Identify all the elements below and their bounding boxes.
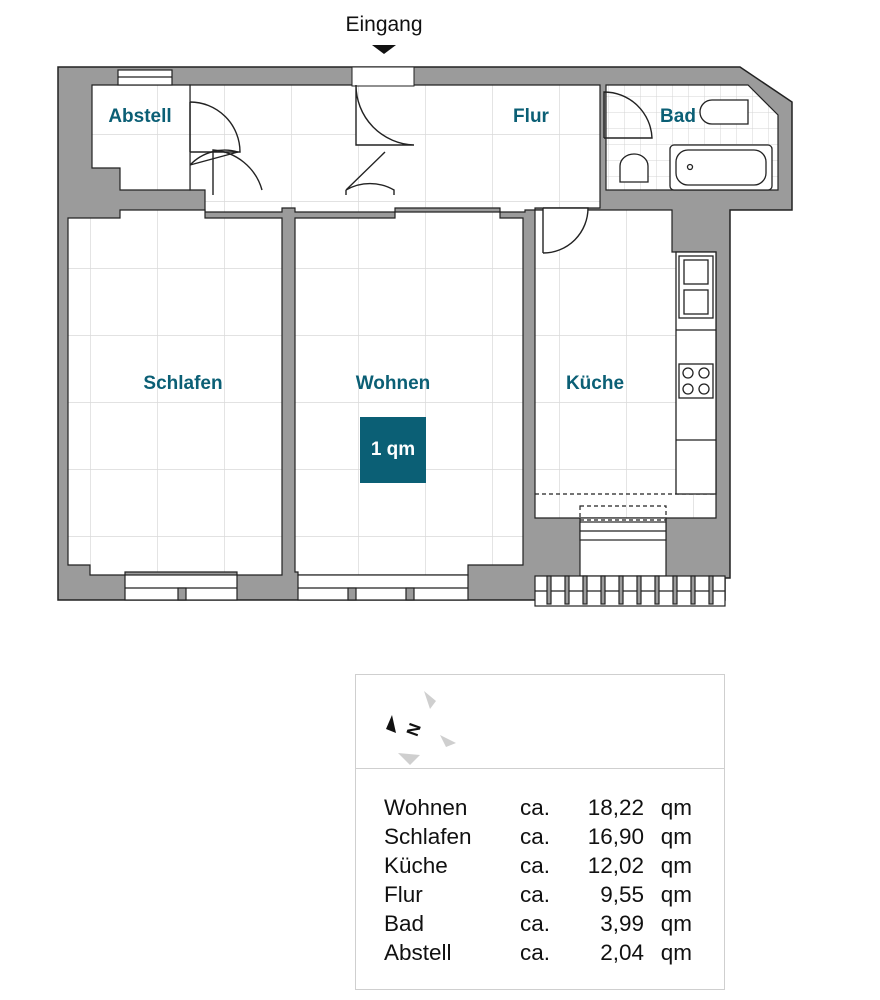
legend-divider [356,768,724,769]
area-row: Bad ca. 3,99 qm [384,911,692,936]
entrance-opening [352,67,414,86]
toilet [620,154,648,182]
scale-marker-label: 1 qm [370,439,416,460]
kitchen-counter [676,252,716,494]
room-label-kueche: Küche [565,373,625,394]
entrance-arrow [372,45,396,54]
compass-icon [376,687,456,767]
svg-text:N: N [402,720,425,739]
area-row: Küche ca. 12,02 qm [384,853,692,878]
hall-floor [190,85,600,212]
area-row: Abstell ca. 2,04 qm [384,940,692,965]
room-label-flur: Flur [513,106,549,127]
room-label-wohnen: Wohnen [355,373,431,394]
room-label-abstell: Abstell [108,106,172,127]
area-row: Wohnen ca. 18,22 qm [384,795,692,820]
washbasin [700,100,748,124]
area-legend [355,674,725,990]
room-label-schlafen: Schlafen [143,373,223,394]
area-table [384,793,692,967]
area-row: Schlafen ca. 16,90 qm [384,824,692,849]
scale-marker [360,417,426,483]
room-label-bad: Bad [660,106,696,127]
entrance-label: Eingang [345,13,423,36]
area-row: Flur ca. 9,55 qm [384,882,692,907]
